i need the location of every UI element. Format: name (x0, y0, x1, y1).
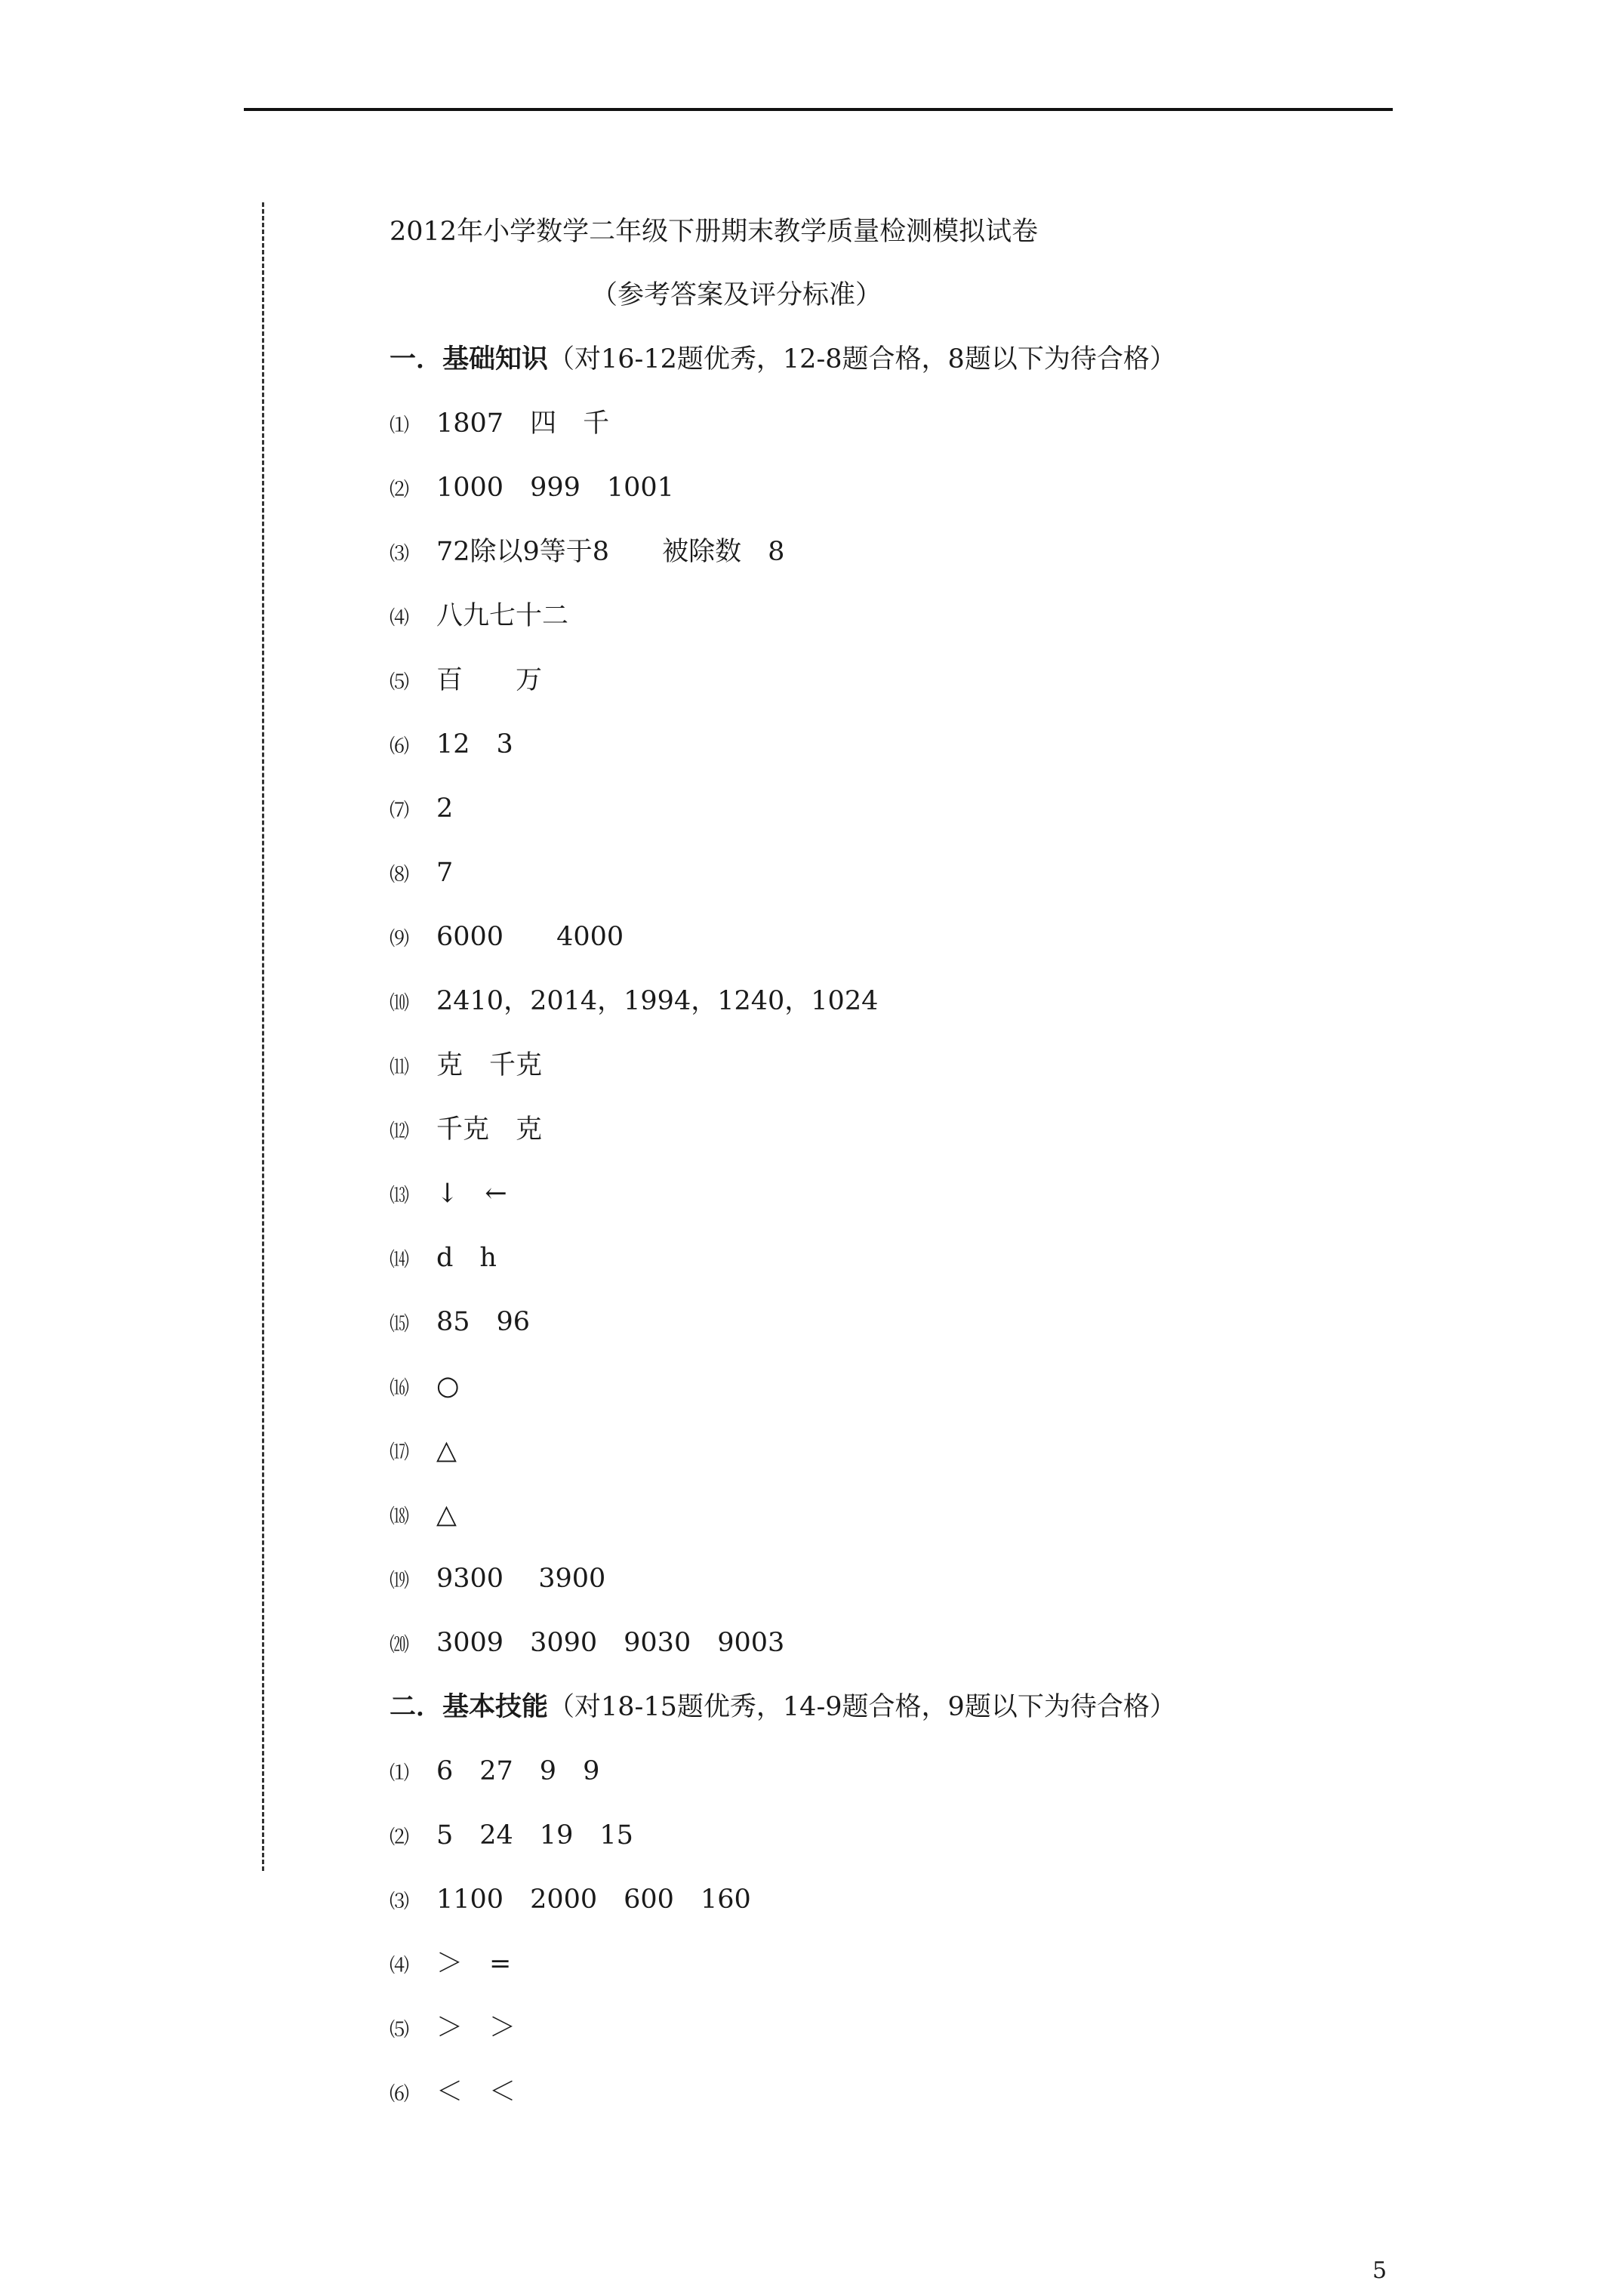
item-answer: △ (436, 1499, 457, 1530)
item-number: ⑸ (390, 671, 410, 694)
answer-item (390, 726, 513, 763)
item-answer: ＜ ＜ (436, 2077, 516, 2107)
answer-item (390, 661, 542, 699)
item-number: ⑶ (390, 543, 410, 566)
item-answer: 克 千克 (436, 1050, 543, 1080)
answer-item (390, 1046, 542, 1084)
answer-item (390, 2009, 516, 2047)
item-answer: 百 万 (436, 665, 543, 695)
item-number: ⑿ (390, 1120, 410, 1143)
answer-item (390, 1432, 457, 1469)
answer-item (390, 1752, 599, 1790)
item-number: ⒇ (390, 1634, 410, 1657)
item-number: ⑻ (390, 864, 410, 886)
answer-item (390, 405, 609, 442)
item-number: ⑴ (390, 1762, 410, 1785)
answer-item (390, 1239, 497, 1277)
item-number: ⑹ (390, 2083, 410, 2106)
item-answer: 6 27 9 9 (436, 1756, 600, 1786)
item-number: ⑴ (390, 415, 410, 437)
item-answer: 八九七十二 (436, 601, 569, 631)
item-number: ⒃ (390, 1377, 410, 1400)
answer-item (390, 533, 784, 571)
answer-item (390, 982, 878, 1020)
item-number: ⒆ (390, 1570, 410, 1592)
item-number: ⑼ (390, 928, 410, 951)
item-number: ⒀ (390, 1185, 410, 1207)
item-answer: 85 96 (436, 1307, 531, 1337)
item-answer: 72除以9等于8 被除数 8 (436, 537, 785, 567)
item-answer: ○ (436, 1371, 460, 1401)
item-answer: 千克 克 (436, 1114, 543, 1145)
item-number: ⑾ (390, 1056, 410, 1079)
answer-item (390, 1367, 460, 1405)
item-number: ⒄ (390, 1441, 410, 1464)
item-number: ⑸ (390, 2019, 410, 2042)
section-heading-label: 二．基本技能 (390, 1691, 549, 1722)
answer-item (390, 1111, 542, 1148)
item-answer: 9300 3900 (436, 1564, 606, 1594)
item-answer: 5 24 19 15 (436, 1820, 633, 1851)
answer-item (390, 597, 568, 635)
item-number: ⒁ (390, 1249, 410, 1271)
item-number: ⒂ (390, 1313, 410, 1336)
answer-item (390, 469, 674, 507)
answer-item (390, 854, 453, 892)
item-answer: 1000 999 1001 (436, 473, 674, 503)
header-rule (244, 108, 1393, 111)
item-number: ⑵ (390, 479, 410, 501)
item-number: ⒅ (390, 1505, 410, 1528)
item-number: ⑺ (390, 800, 410, 822)
section-heading-note: （对16-12题优秀，12-8题合格，8题以下为待合格） (548, 344, 1176, 374)
item-number: ⑹ (390, 735, 410, 758)
item-number: ⑶ (390, 1891, 410, 1913)
answer-item (390, 1881, 751, 1918)
answer-item (390, 1624, 784, 1662)
item-answer: 2410，2014，1994，1240，1024 (436, 986, 879, 1016)
item-answer: ＞ ＞ (436, 2013, 516, 2043)
section-heading-note: （对18-15题优秀，14-9题合格，9题以下为待合格） (548, 1692, 1176, 1722)
section-heading (390, 341, 1176, 378)
section-heading-label: 一．基础知识 (390, 344, 549, 374)
page-number: 5 (1372, 2257, 1387, 2284)
item-answer: 2 (436, 794, 454, 824)
item-answer: ↓ ← (436, 1179, 507, 1209)
item-answer: 12 3 (436, 729, 513, 760)
document-subtitle: （参考答案及评分标准） (591, 280, 882, 310)
answer-item (390, 2073, 516, 2111)
item-number: ⑽ (390, 992, 410, 1015)
item-number: ⑷ (390, 1955, 410, 1977)
item-answer: 3009 3090 9030 9003 (436, 1628, 785, 1658)
answer-item (390, 1303, 530, 1341)
item-answer: △ (436, 1435, 457, 1465)
answer-item (390, 1945, 511, 1983)
answer-item (390, 1175, 507, 1213)
answer-item (390, 1496, 457, 1533)
item-answer: ＞ = (436, 1949, 512, 1979)
answer-item (390, 918, 624, 956)
item-answer: 1100 2000 600 160 (436, 1885, 751, 1915)
item-answer: d h (436, 1243, 497, 1273)
item-answer: 7 (436, 858, 454, 888)
item-answer: 1807 四 千 (436, 408, 610, 439)
binding-margin-dashed-line (262, 202, 264, 1871)
item-number: ⑷ (390, 607, 410, 630)
document-title: 2012年小学数学二年级下册期末教学质量检测模拟试卷 (390, 217, 1039, 247)
section-heading (390, 1688, 1176, 1726)
item-number: ⑵ (390, 1826, 410, 1849)
item-answer: 6000 4000 (436, 922, 624, 952)
answer-item (390, 790, 453, 827)
answer-item (390, 1560, 605, 1598)
answer-item (390, 1817, 633, 1854)
